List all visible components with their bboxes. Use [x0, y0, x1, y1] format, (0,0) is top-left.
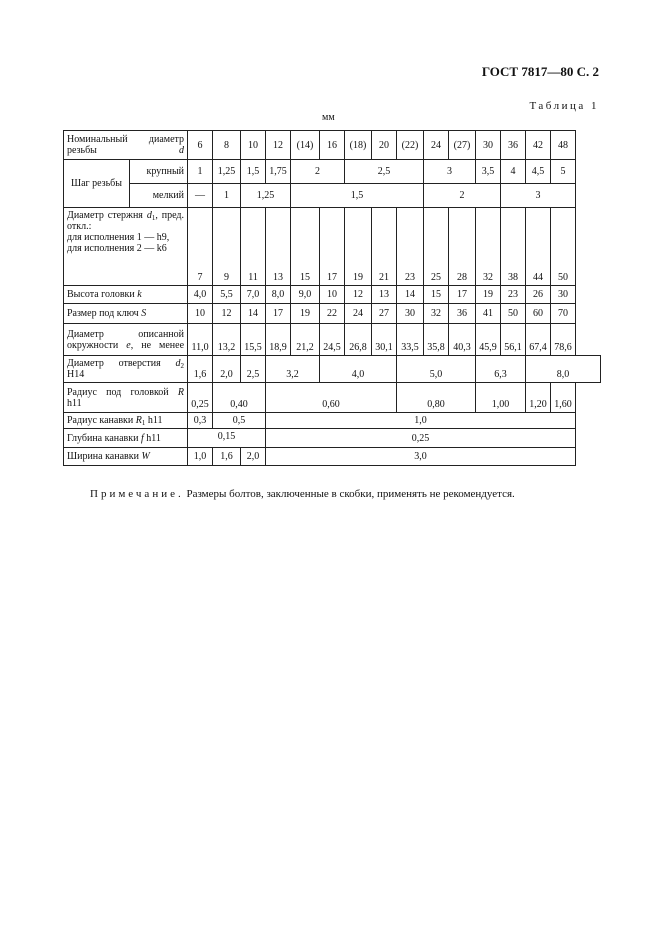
cell: 4,0 [188, 286, 213, 304]
table-row [64, 208, 601, 286]
cell: 1,0 [266, 413, 576, 429]
table-row [64, 413, 601, 429]
cell: 11 [241, 208, 266, 286]
row-label-pitch-coarse: крупный [130, 160, 188, 184]
cell: 2 [424, 184, 501, 208]
table-row [64, 429, 601, 448]
cell: 30 [551, 286, 576, 304]
cell: 0,25 [188, 383, 213, 413]
cell: 19 [345, 208, 372, 286]
cell: 32 [476, 208, 501, 286]
cell: 17 [266, 304, 291, 324]
cell: 1,00 [476, 383, 526, 413]
cell: (22) [397, 131, 424, 160]
cell: 2,0 [241, 448, 266, 466]
cell: 5,0 [397, 356, 476, 383]
cell: 6,3 [476, 356, 526, 383]
cell: 78,6 [551, 324, 576, 356]
cell: 38 [501, 208, 526, 286]
cell: 50 [551, 208, 576, 286]
table-row [64, 286, 601, 304]
cell: 8,0 [526, 356, 601, 383]
cell: 42 [526, 131, 551, 160]
row-label-groove-radius: Радиус канавки $R_1$ h11 [64, 413, 188, 429]
cell: 0,80 [397, 383, 476, 413]
cell: 13,2 [213, 324, 241, 356]
cell: 13 [266, 208, 291, 286]
cell: 7,0 [241, 286, 266, 304]
table-row [64, 383, 601, 413]
cell: 21,2 [291, 324, 320, 356]
dimensions-table [63, 130, 601, 466]
cell: 36 [501, 131, 526, 160]
cell: 17 [449, 286, 476, 304]
cell: 9 [213, 208, 241, 286]
cell: (18) [345, 131, 372, 160]
table-row [64, 356, 601, 383]
cell: 50 [501, 304, 526, 324]
cell: 9,0 [291, 286, 320, 304]
cell: 24 [424, 131, 449, 160]
row-label-head-height: Высота головки k [64, 286, 188, 304]
cell: 0,60 [266, 383, 397, 413]
cell: 67,4 [526, 324, 551, 356]
cell: 19 [476, 286, 501, 304]
cell: 1,20 [526, 383, 551, 413]
table-row [64, 160, 601, 184]
cell: 21 [372, 208, 397, 286]
row-label-circumscribed-diameter: Диаметр описанной окружности e, не менее [64, 324, 188, 356]
table-note: Примечание. Размеры болтов, заключенные в скобки, применять не рекомендуется. [90, 488, 515, 500]
cell: (27) [449, 131, 476, 160]
row-label-radius-under-head: Радиус под головкой R h11 [64, 383, 188, 413]
cell: 2,5 [241, 356, 266, 383]
cell: 32 [424, 304, 449, 324]
cell: 1,25 [213, 160, 241, 184]
row-label-groove-depth: Глубина канавки f h11 [64, 429, 188, 448]
row-label-pitch: Шаг резьбы [64, 160, 130, 208]
cell: 10 [188, 304, 213, 324]
cell: 14 [397, 286, 424, 304]
cell: 18,9 [266, 324, 291, 356]
cell: 3,0 [266, 448, 576, 466]
cell: 0,15 [188, 429, 266, 448]
cell: 26 [526, 286, 551, 304]
cell: 3,5 [476, 160, 501, 184]
cell: 1,60 [551, 383, 576, 413]
cell: 20 [372, 131, 397, 160]
cell: 1,0 [188, 448, 213, 466]
cell: 6 [188, 131, 213, 160]
cell: 5,5 [213, 286, 241, 304]
cell: 28 [449, 208, 476, 286]
cell: 16 [320, 131, 345, 160]
cell: 27 [372, 304, 397, 324]
cell: 4,0 [320, 356, 397, 383]
cell: 8,0 [266, 286, 291, 304]
cell: 0,3 [188, 413, 213, 429]
cell: 13 [372, 286, 397, 304]
cell: 1 [188, 160, 213, 184]
cell: 22 [320, 304, 345, 324]
table-row [64, 448, 601, 466]
table-row [64, 131, 601, 160]
cell: 35,8 [424, 324, 449, 356]
cell: 25 [424, 208, 449, 286]
cell: 30 [476, 131, 501, 160]
cell: 30 [397, 304, 424, 324]
cell: 0,40 [213, 383, 266, 413]
cell: 44 [526, 208, 551, 286]
cell: 12 [213, 304, 241, 324]
cell: 24,5 [320, 324, 345, 356]
cell: 4 [501, 160, 526, 184]
cell: 10 [241, 131, 266, 160]
cell: 4,5 [526, 160, 551, 184]
cell: 5 [551, 160, 576, 184]
cell: 48 [551, 131, 576, 160]
cell: 26,8 [345, 324, 372, 356]
cell: 3,2 [266, 356, 320, 383]
cell: 8 [213, 131, 241, 160]
table-unit: мм [322, 112, 335, 123]
cell: 7 [188, 208, 213, 286]
cell: 17 [320, 208, 345, 286]
cell: 2 [291, 160, 345, 184]
cell: 24 [345, 304, 372, 324]
cell: 12 [266, 131, 291, 160]
page-header: ГОСТ 7817—80 С. 2 [481, 64, 599, 79]
cell: 0,5 [213, 413, 266, 429]
cell: 3 [501, 184, 576, 208]
cell: 1,75 [266, 160, 291, 184]
cell: 15,5 [241, 324, 266, 356]
table-row [64, 184, 601, 208]
cell: 14 [241, 304, 266, 324]
cell: 2,0 [213, 356, 241, 383]
cell: 36 [449, 304, 476, 324]
cell: 23 [501, 286, 526, 304]
row-label-groove-width: Ширина канавки W [64, 448, 188, 466]
table-row [64, 304, 601, 324]
cell: 40,3 [449, 324, 476, 356]
cell: 1,5 [291, 184, 424, 208]
cell: 2,5 [345, 160, 424, 184]
cell: 0,25 [266, 429, 576, 448]
cell: 3 [424, 160, 476, 184]
cell: 33,5 [397, 324, 424, 356]
row-label-pitch-fine: мелкий [130, 184, 188, 208]
cell: 1,5 [241, 160, 266, 184]
cell: 1,6 [213, 448, 241, 466]
row-label-hole-diameter: Диаметр отверстия $d_2$ Н14 [64, 356, 188, 383]
row-label-wrench-size: Размер под ключ S [64, 304, 188, 324]
table-caption: Таблица 1 [529, 100, 599, 112]
cell: 1,6 [188, 356, 213, 383]
cell: 56,1 [501, 324, 526, 356]
cell: 10 [320, 286, 345, 304]
row-label-shank-diameter: Диаметр стержня $d_1$, пред. откл.: для исполнения 1 — h9, для исполнения 2 — k6 [64, 208, 188, 286]
cell: — [188, 184, 213, 208]
cell: 45,9 [476, 324, 501, 356]
cell: (14) [291, 131, 320, 160]
cell: 1,25 [241, 184, 291, 208]
cell: 70 [551, 304, 576, 324]
cell: 23 [397, 208, 424, 286]
cell: 30,1 [372, 324, 397, 356]
cell: 41 [476, 304, 501, 324]
cell: 1 [213, 184, 241, 208]
cell: 60 [526, 304, 551, 324]
row-label-thread-diameter: Номинальный диаметр резьбы d [64, 131, 188, 160]
cell: 11,0 [188, 324, 213, 356]
cell: 19 [291, 304, 320, 324]
cell: 12 [345, 286, 372, 304]
cell: 15 [424, 286, 449, 304]
cell: 15 [291, 208, 320, 286]
table-row [64, 324, 601, 356]
